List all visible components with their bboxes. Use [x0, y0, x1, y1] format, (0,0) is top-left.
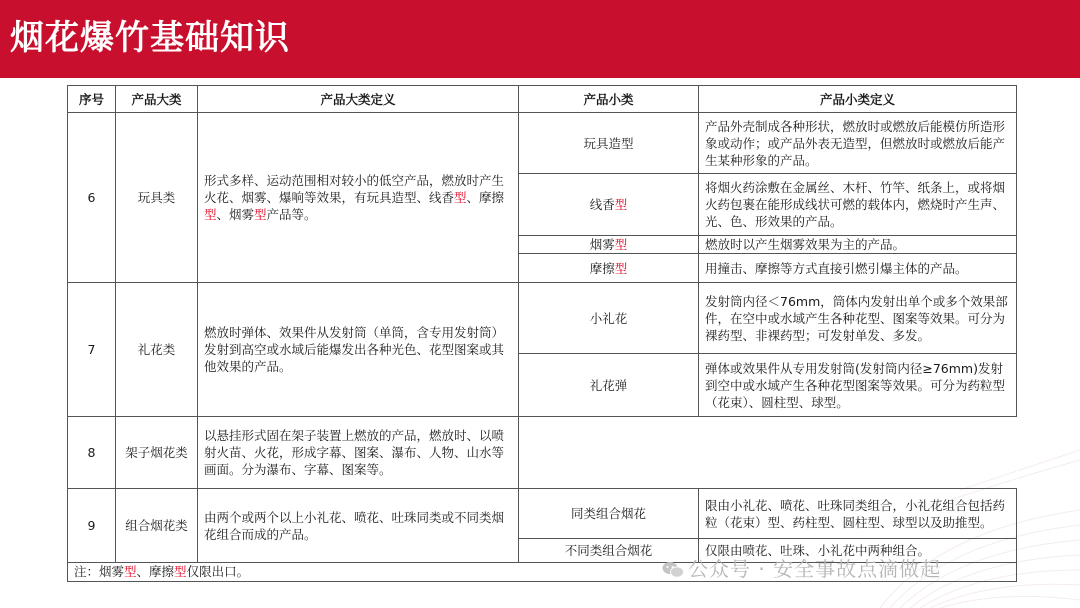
subcategory-name: 不同类组合烟花 [519, 539, 699, 563]
page-title: 烟花爆竹基础知识 [10, 18, 290, 58]
subcategory-definition: 产品外壳制成各种形状，燃放时或燃放后能模仿所造形象或动作；或产品外表无造型，但燃放时或燃放后能产生某种形象的产品。 [699, 113, 1017, 174]
subcategory-name: 摩擦型 [519, 254, 699, 283]
row-number: 9 [68, 489, 116, 563]
table-row [68, 283, 1017, 354]
subcategory-definition: 将烟火药涂敷在金属丝、木杆、竹竿、纸条上，或将烟火药包裹在能形成线状可燃的载体内，燃烧时产生声、光、色、形效果的产品。 [699, 174, 1017, 236]
column-header-category-definition: 产品大类定义 [198, 86, 519, 113]
column-header-subcategory: 产品小类 [519, 86, 699, 113]
title-banner [0, 0, 1080, 78]
subcategory-definition: 限由小礼花、喷花、吐珠同类组合，小礼花组合包括药粒（花束）型、药柱型、圆柱型、球型以及助推型。 [699, 489, 1017, 539]
row-number: 8 [68, 417, 116, 489]
subcategory-name: 礼花弹 [519, 354, 699, 417]
subcategory-definition: 燃放时以产生烟雾效果为主的产品。 [699, 236, 1017, 254]
fireworks-category-table [67, 85, 1017, 582]
subcategory-name: 线香型 [519, 174, 699, 236]
table-note: 注：烟雾型、摩擦型仅限出口。 [68, 563, 1017, 582]
subcategory-definition: 弹体或效果件从专用发射筒(发射筒内径≥76mm)发射到空中或水域产生各种花型图案等效果。可分为药粒型（花束）、圆柱型、球型。 [699, 354, 1017, 417]
table-header-row [68, 86, 1017, 113]
watermark-text: 公众号 · 安全事故点滴做起 [688, 557, 942, 581]
table-row [68, 489, 1017, 539]
category-definition: 由两个或两个以上小礼花、喷花、吐珠同类或不同类烟花组合而成的产品。 [198, 489, 519, 563]
subcategory-definition: 仅限由喷花、吐珠、小礼花中两种组合。 [699, 539, 1017, 563]
banner-divider [0, 78, 1080, 80]
category-definition: 燃放时弹体、效果件从发射筒（单筒，含专用发射筒）发射到高空或水域后能爆发出各种光色、花型图案或其他效果的产品。 [198, 283, 519, 417]
subcategory-name: 小礼花 [519, 283, 699, 354]
subcategory-name: 烟雾型 [519, 236, 699, 254]
column-header-no: 序号 [68, 86, 116, 113]
category-name: 礼花类 [116, 283, 198, 417]
row-number: 6 [68, 113, 116, 283]
subcategory-name: 玩具造型 [519, 113, 699, 174]
category-name: 玩具类 [116, 113, 198, 283]
empty-subcategory-cell [519, 417, 1017, 489]
subcategory-name: 同类组合烟花 [519, 489, 699, 539]
subcategory-definition: 发射筒内径＜76mm，筒体内发射出单个或多个效果部件，在空中或水域产生各种花型、图案等效果。可分为裸药型、非裸药型；可发射单发、多发。 [699, 283, 1017, 354]
category-definition: 以悬挂形式固在架子装置上燃放的产品，燃放时、以喷射火苗、火花，形成字幕、图案、瀑布、人物、山水等画面。分为瀑布、字幕、图案等。 [198, 417, 519, 489]
category-name: 组合烟花类 [116, 489, 198, 563]
table-row [68, 113, 1017, 174]
watermark [662, 553, 941, 582]
table-row [68, 417, 1017, 489]
row-number: 7 [68, 283, 116, 417]
subcategory-definition: 用撞击、摩擦等方式直接引燃引爆主体的产品。 [699, 254, 1017, 283]
wechat-icon [662, 561, 684, 579]
category-name: 架子烟花类 [116, 417, 198, 489]
category-definition: 形式多样、运动范围相对较小的低空产品，燃放时产生火花、烟雾、爆响等效果，有玩具造型、线香型、摩擦型、烟雾型产品等。 [198, 113, 519, 283]
column-header-category: 产品大类 [116, 86, 198, 113]
column-header-subcategory-definition: 产品小类定义 [699, 86, 1017, 113]
